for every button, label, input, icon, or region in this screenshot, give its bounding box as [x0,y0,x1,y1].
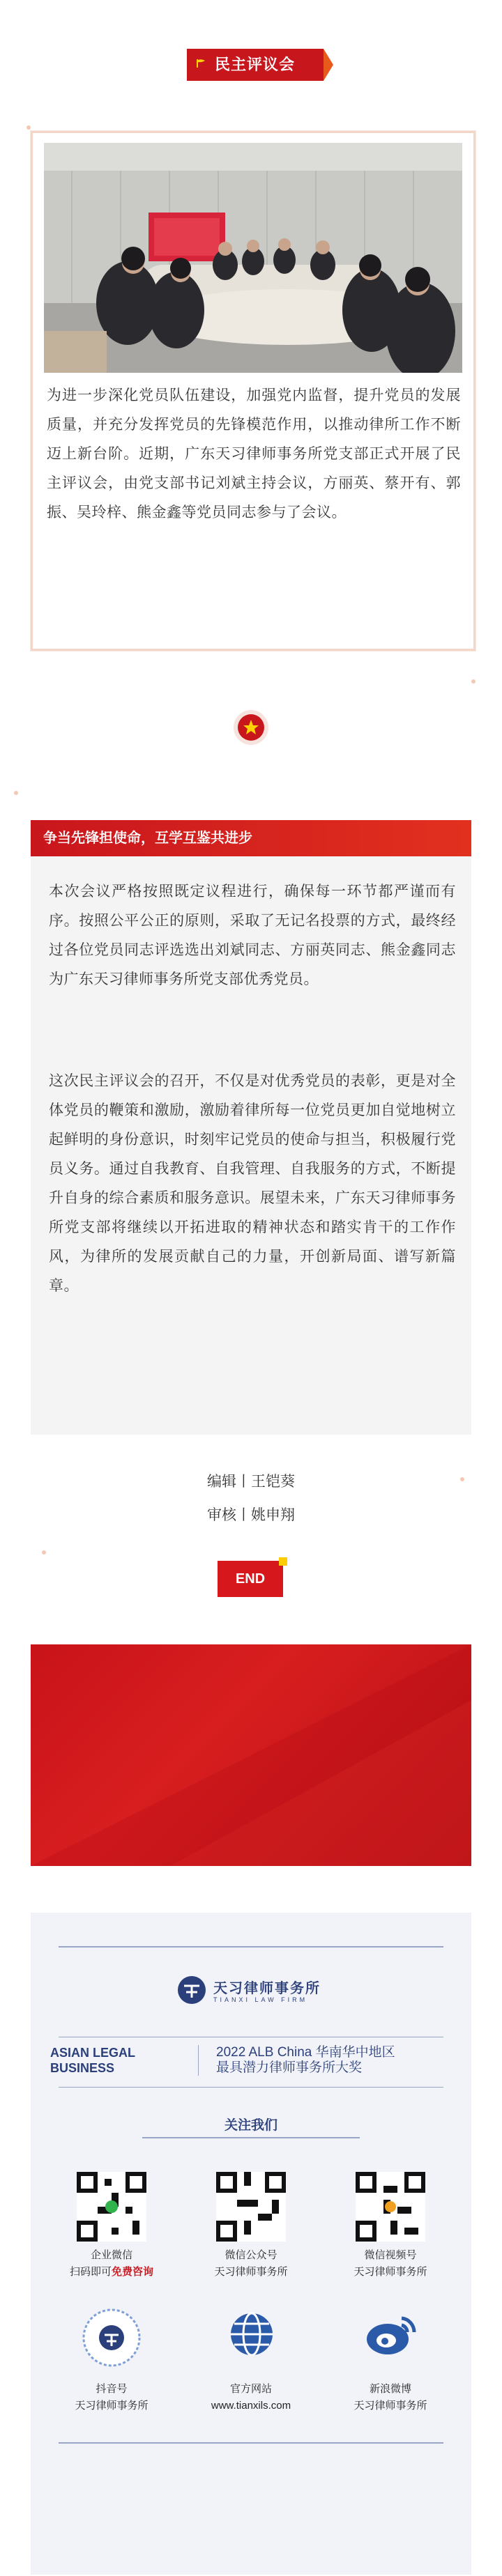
award-org [50,2045,135,2076]
globe-icon[interactable] [227,2310,276,2359]
section-title: 争当先锋担使命，互学互鉴共进步 [31,820,471,856]
wecom-label [42,2247,181,2281]
party-emblem-icon [238,714,264,741]
website-label-line-1: 官方网站 [229,2383,272,2395]
divider [59,2442,443,2444]
follow-title: 关注我们 [224,2118,277,2133]
end-accent [279,1557,287,1566]
red-banner [31,1644,471,1866]
wechat-channels-label-line-2: 天习律师事务所 [353,2266,427,2278]
firm-logo-icon [177,1975,206,2005]
wechat-official-qr-code[interactable] [216,2172,286,2242]
sparkle-decoration [26,125,31,130]
award-text [216,2045,395,2076]
wechat-channels-label [321,2247,460,2281]
editor-credit: 编辑丨王铠葵 [207,1474,295,1490]
footer-panel [31,1913,471,2575]
wecom-qr-code[interactable] [77,2172,146,2242]
section-paragraph-1: 本次会议严格按照既定议程进行，确保每一环节都严谨而有序。按照公平公正的原则，采取了无记名投票的方式，最终经过各位党员同志评选选出刘斌同志、方丽英同志、熊金鑫同志为广东天习律师事务所党支部优秀党员。 [49,884,456,987]
award-line-2: 最具潜力律师事务所大奖 [216,2060,363,2075]
sparkle-decoration [14,791,18,795]
section-paragraph-2: 这次民主评议会的召开，不仅是对优秀党员的表彰，更是对全体党员的鞭策和激励，激励着律所每一位党员更加自觉地树立起鲜明的身份意识，时刻牢记党员的使命与担当，积极履行党员义务。通过自我教育、自我管理、自我服务的方式，不断提升自身的综合素质和服务意识。展望未来，广东天习律师事务所党支部将继续以开拓进取的精神状态和踏实肯干的工作作风，为律所的发展贡献自己的力量，开创新局面、谱写新篇章。 [49,1073,456,1294]
reviewer-credit: 审核丨姚申翔 [207,1507,295,1523]
award-org-line-1: ASIAN LEGAL [50,2046,136,2060]
meeting-photo [44,143,462,373]
wecom-label-prefix: 扫码即可 [69,2266,112,2278]
weibo-label [321,2381,460,2414]
wechat-official-label-line-1: 微信公众号 [225,2249,277,2261]
firm-name-en: TIANXI LAW FIRM [213,1996,308,2003]
website-label [181,2381,321,2414]
award-org-line-2: BUSINESS [50,2061,115,2075]
website-url-link[interactable]: www.tianxils.com [211,2400,291,2412]
award-line-1: 2022 ALB China 华南华中地区 [216,2045,395,2060]
douyin-label-line-2: 天习律师事务所 [75,2400,149,2412]
intro-paragraph: 为进一步深化党员队伍建设，加强党内监督，提升党员的发展质量，并充分发挥党员的先锋模范作用，以推动律所工作不断迈上新台阶。近期，广东天习律师事务所党支部正式开展了民主评议会，由党支部书记刘斌主持会议，方丽英、蔡开有、郭振、吴玲梓、熊金鑫等党员同志参与了会议。 [47,387,461,520]
section-tag [187,42,326,84]
wechat-channels-qr-code[interactable] [356,2172,425,2242]
end-marker: END [218,1561,283,1597]
section-tag-label: 民主评议会 [187,49,324,81]
wecom-label-emphasis: 免费咨询 [112,2266,154,2278]
section-body [31,856,471,1435]
weibo-label-line-1: 新浪微博 [369,2383,411,2395]
firm-name: 天习律师事务所 [213,1980,321,1996]
weibo-icon[interactable] [363,2310,418,2359]
wecom-label-line-1: 企业微信 [90,2249,132,2261]
follow-underline [142,2137,360,2138]
divider [59,1946,443,1948]
sparkle-decoration [42,1550,46,1555]
wecom-label-line-2 [42,2264,181,2281]
wechat-official-label [181,2247,321,2281]
wechat-official-label-line-2: 天习律师事务所 [214,2266,288,2278]
douyin-label [42,2381,181,2414]
divider [198,2045,199,2076]
douyin-qr-code[interactable] [77,2303,146,2373]
wechat-channels-label-line-1: 微信视频号 [364,2249,417,2261]
divider [59,2087,443,2088]
sparkle-decoration [471,679,476,684]
party-flag-icon [197,59,206,68]
weibo-label-line-2: 天习律师事务所 [353,2400,427,2412]
intro-card [31,131,476,651]
douyin-label-line-1: 抖音号 [96,2383,128,2395]
